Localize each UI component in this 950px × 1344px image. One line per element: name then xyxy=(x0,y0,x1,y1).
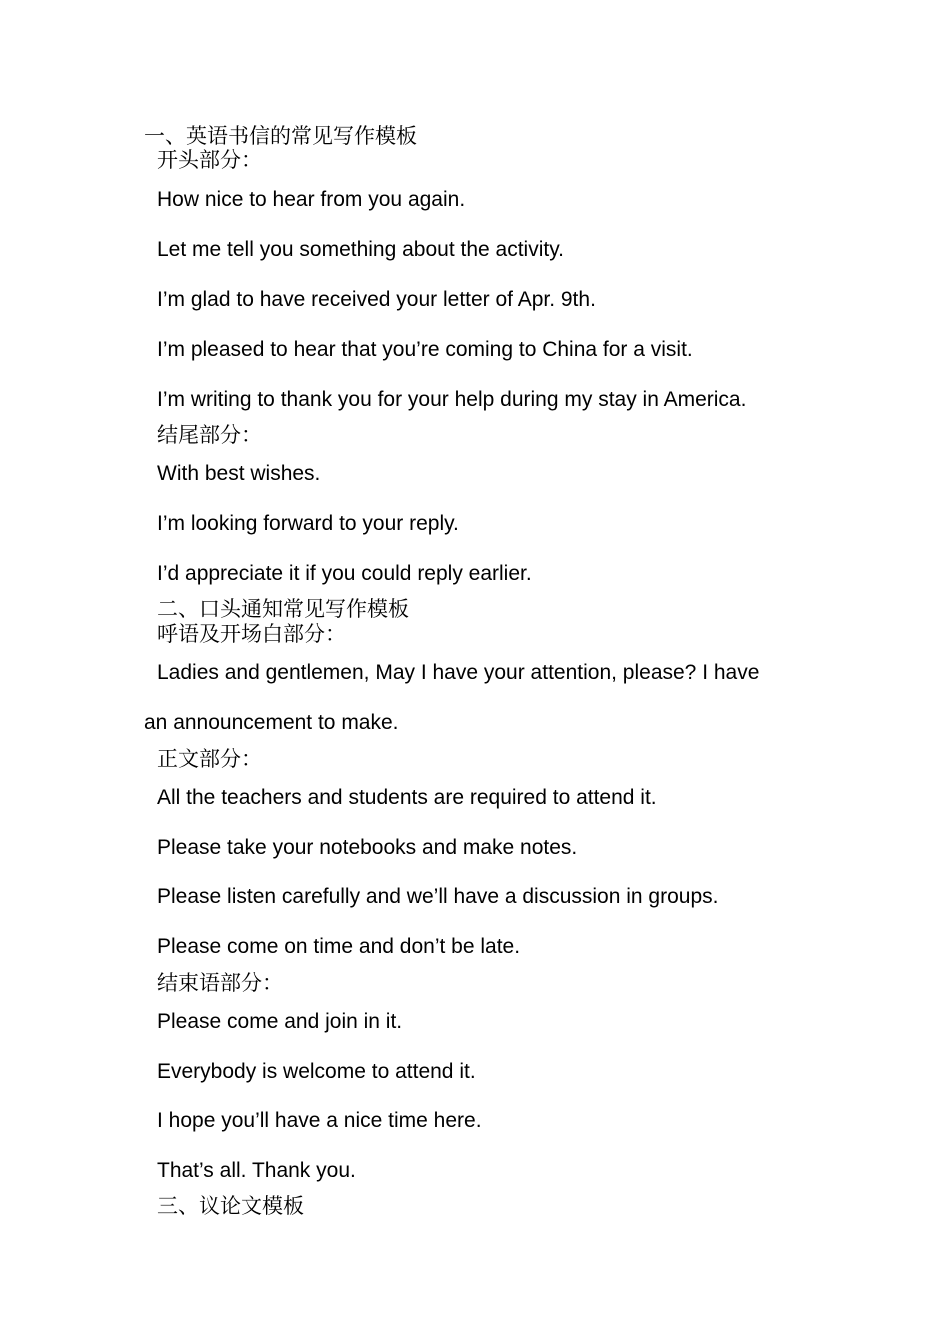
opening-sentence: I’m glad to have received your letter of Apr. 9th. xyxy=(157,288,596,311)
section-1-title: 一、英语书信的常见写作模板 xyxy=(144,124,417,148)
section-2-greeting-heading: 呼语及开场白部分： xyxy=(157,622,346,646)
closing-sentence: I’m looking forward to your reply. xyxy=(157,512,459,535)
opening-sentence: How nice to hear from you again. xyxy=(157,188,466,211)
greeting-sentence-line-1: Ladies and gentlemen, May I have your attention, please? I have xyxy=(157,661,760,684)
opening-sentence: Let me tell you something about the activity. xyxy=(157,238,564,261)
closing-sentence: I’d appreciate it if you could reply earlier. xyxy=(157,562,532,585)
ending-sentence: Please come and join in it. xyxy=(157,1010,403,1033)
body-sentence: Please take your notebooks and make notes. xyxy=(157,836,578,859)
body-sentence: Please come on time and don’t be late. xyxy=(157,935,521,958)
body-sentence: All the teachers and students are required to attend it. xyxy=(157,786,657,809)
section-2-title: 二、口头通知常见写作模板 xyxy=(157,597,409,621)
closing-sentence: With best wishes. xyxy=(157,462,321,485)
section-2-ending-heading: 结束语部分： xyxy=(157,971,283,995)
section-3-title: 三、议论文模板 xyxy=(157,1194,304,1218)
opening-sentence: I’m pleased to hear that you’re coming to China for a visit. xyxy=(157,338,693,361)
section-2-body-heading: 正文部分： xyxy=(157,747,262,771)
greeting-sentence-line-2: an announcement to make. xyxy=(144,711,399,734)
ending-sentence: That’s all. Thank you. xyxy=(157,1159,356,1182)
section-1-opening-heading: 开头部分： xyxy=(157,148,262,172)
ending-sentence: Everybody is welcome to attend it. xyxy=(157,1060,476,1083)
section-1-closing-heading: 结尾部分： xyxy=(157,423,262,447)
ending-sentence: I hope you’ll have a nice time here. xyxy=(157,1109,482,1132)
opening-sentence: I’m writing to thank you for your help during my stay in America. xyxy=(157,388,747,411)
body-sentence: Please listen carefully and we’ll have a discussion in groups. xyxy=(157,885,719,908)
